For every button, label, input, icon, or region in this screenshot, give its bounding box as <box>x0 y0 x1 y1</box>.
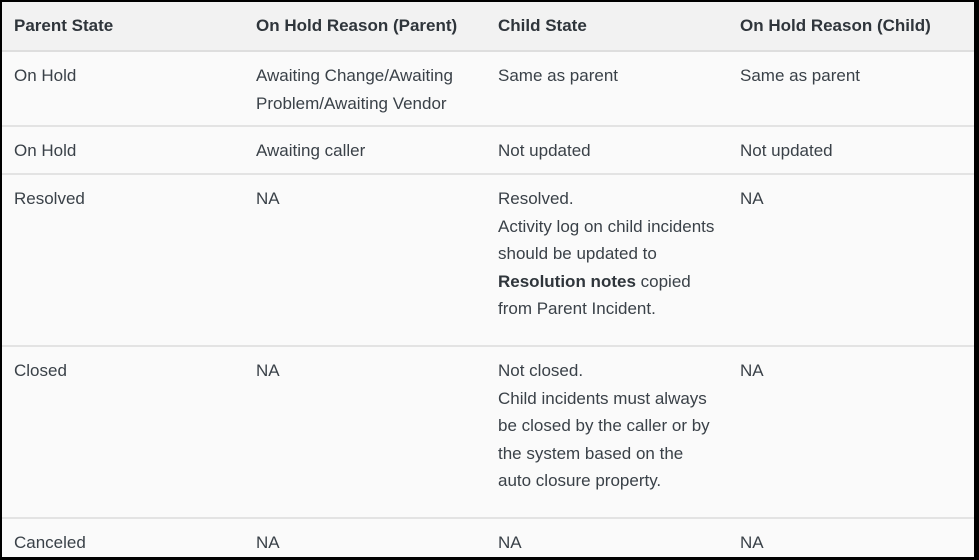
child-state-value: Not closed. <box>498 361 584 380</box>
table-row <box>2 174 974 346</box>
cell-parent-state: On Hold <box>2 126 244 174</box>
cell-parent-reason: NA <box>256 533 280 552</box>
header-child-state: Child State <box>486 2 728 51</box>
cell-parent-reason: Awaiting caller <box>244 126 486 174</box>
cell-child-state: NA <box>498 533 522 552</box>
cell-parent-reason: Awaiting Change/Awaiting Problem/Awaiting Vendor <box>244 51 486 126</box>
cell-parent-state: Canceled <box>14 533 86 552</box>
cell-child-reason: Same as parent <box>728 51 974 126</box>
cell-parent-state: Resolved <box>2 174 244 346</box>
note-text: Activity log on child incidents should be updated to <box>498 216 715 263</box>
header-parent-state: Parent State <box>2 2 244 51</box>
header-parent-reason: On Hold Reason (Parent) <box>244 2 486 51</box>
header-child-reason: On Hold Reason (Child) <box>728 2 974 51</box>
cell-parent-state: Closed <box>2 346 244 518</box>
state-mapping-table <box>2 2 974 557</box>
cell-parent-reason: NA <box>244 346 486 518</box>
cell-parent-state: On Hold <box>2 51 244 126</box>
cell-child-reason: Not updated <box>728 126 974 174</box>
child-state-value: Resolved. <box>498 189 574 208</box>
resolution-notes-emphasis: Resolution notes <box>498 271 636 291</box>
table-row <box>2 518 974 557</box>
child-state-note: Child incidents must always be closed by the caller or by the system based on the auto closure property. <box>498 388 710 490</box>
cell-child-reason: NA <box>740 533 764 552</box>
cell-child-state: Not updated <box>486 126 728 174</box>
cell-child-state <box>486 174 728 346</box>
state-mapping-table-container <box>2 2 974 557</box>
cell-child-reason: NA <box>728 174 974 346</box>
cell-child-state: Same as parent <box>486 51 728 126</box>
note-text: copied from Parent Incident. <box>498 271 691 318</box>
table-header-row <box>2 2 974 51</box>
table-row <box>2 346 974 518</box>
table-row <box>2 126 974 174</box>
cell-parent-reason: NA <box>244 174 486 346</box>
cell-child-state <box>486 346 728 518</box>
table-row <box>2 51 974 126</box>
cell-child-reason: NA <box>728 346 974 518</box>
child-state-note <box>498 217 714 319</box>
